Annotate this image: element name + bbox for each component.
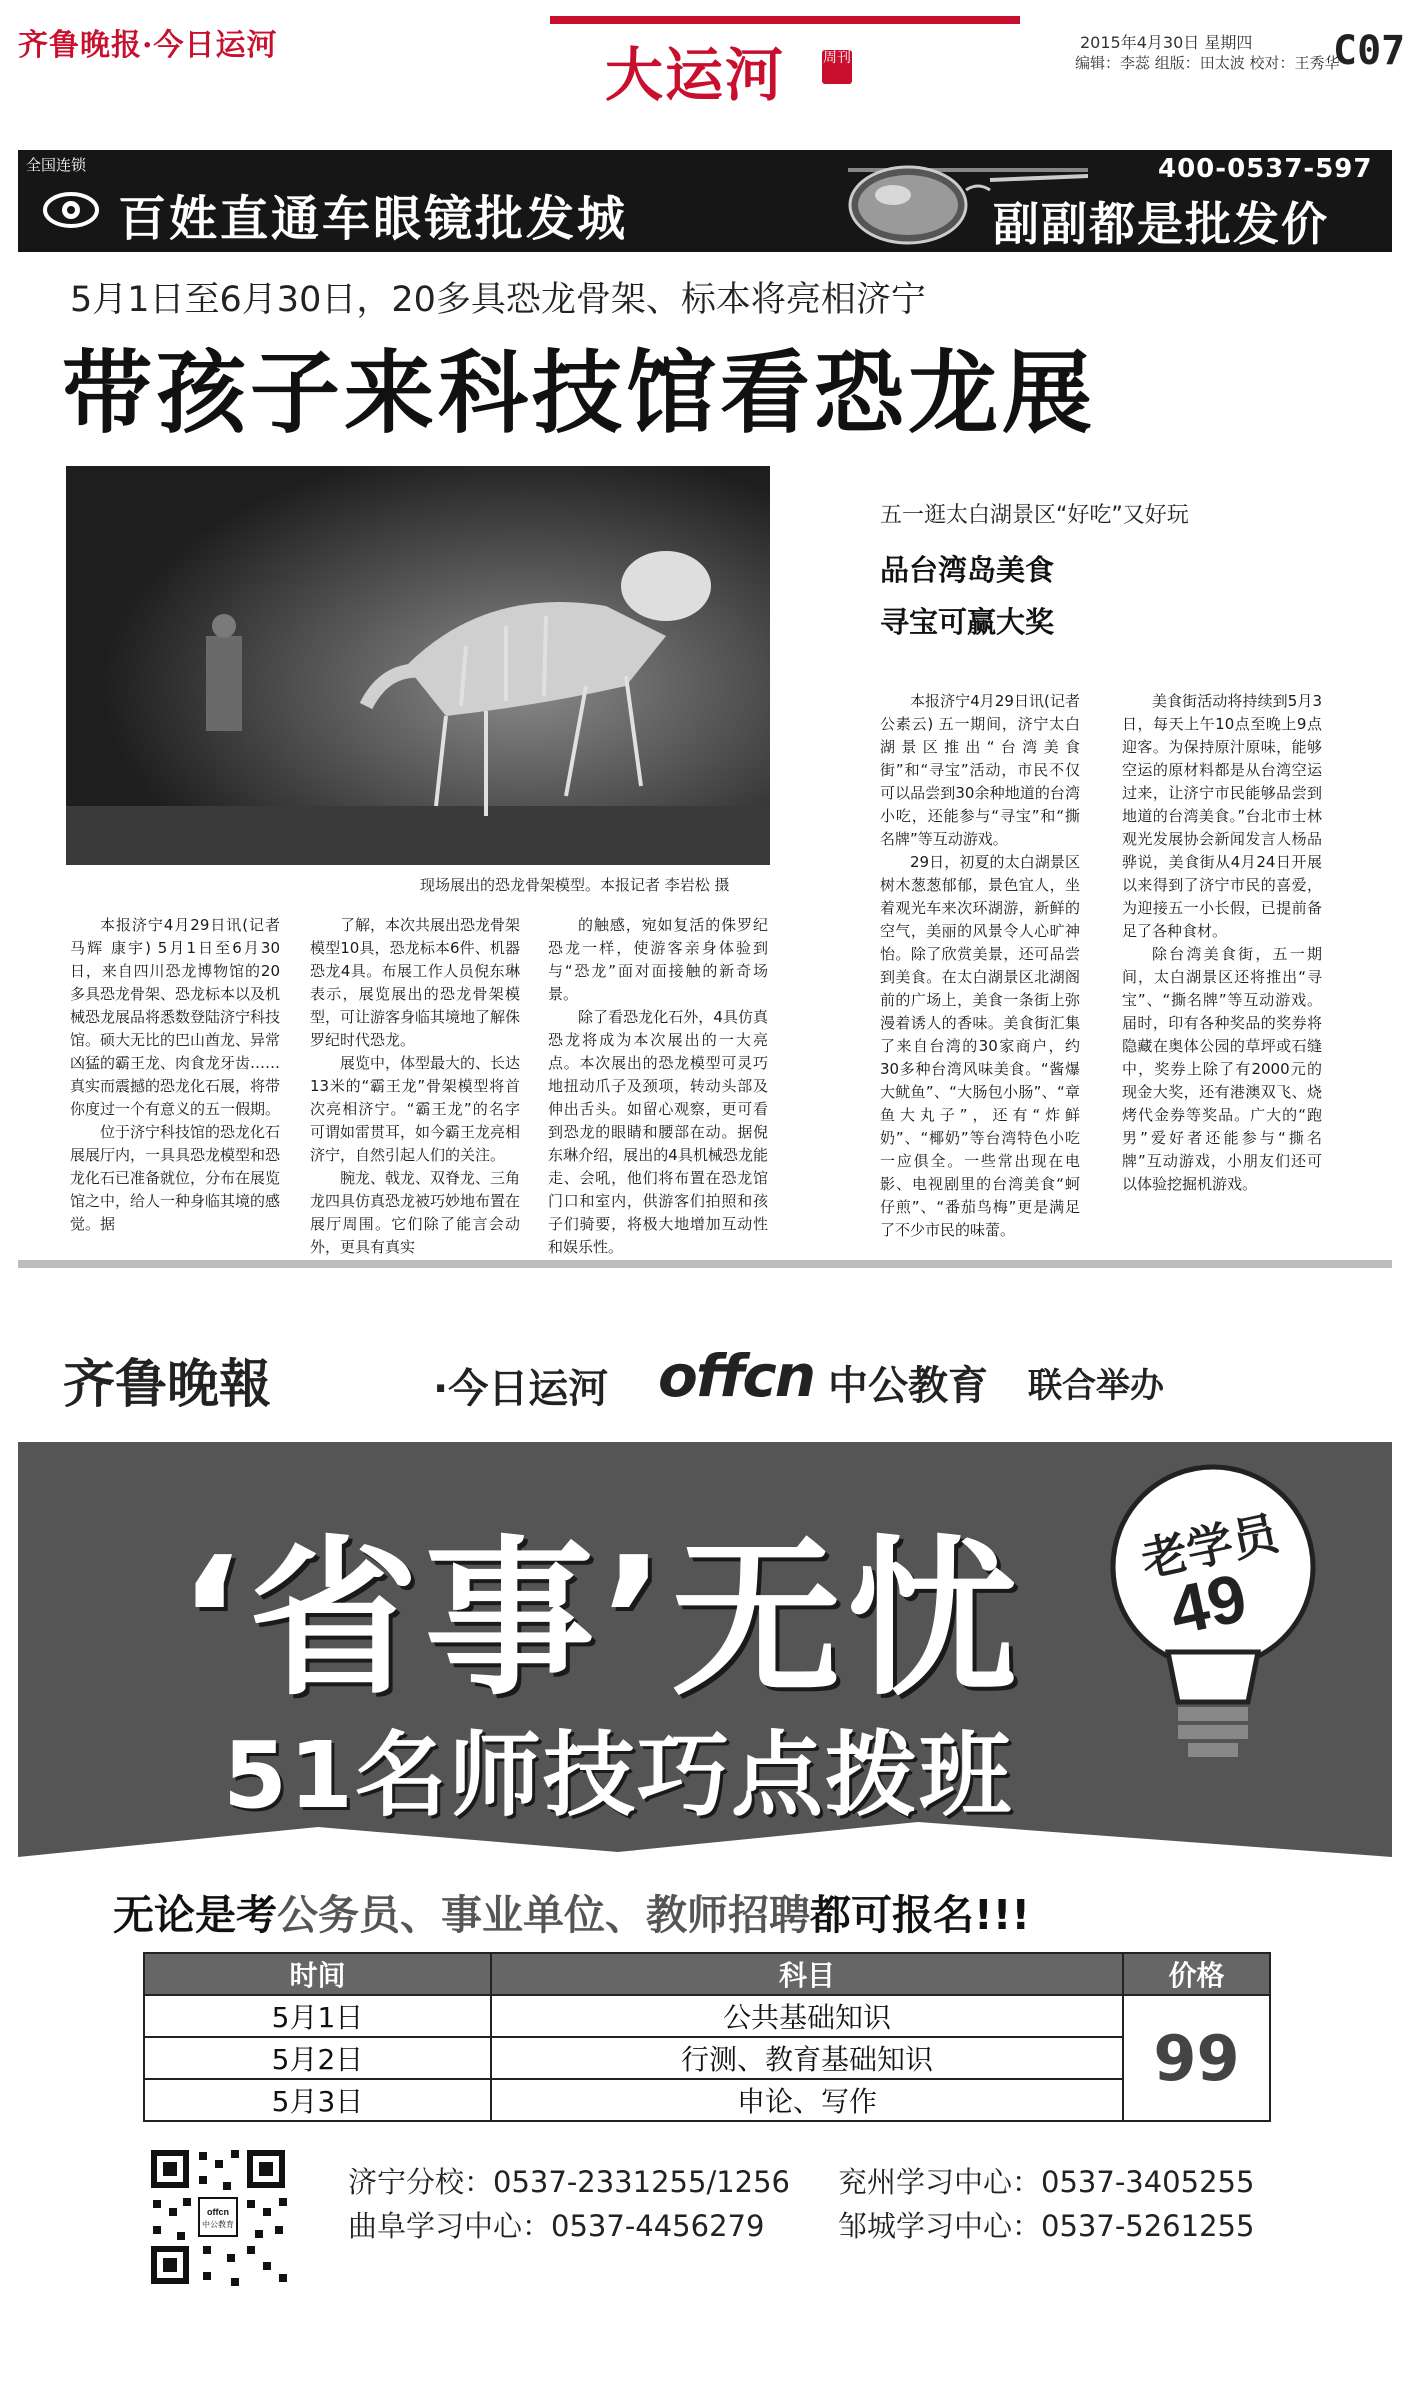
bulb-text-1: 老学员 bbox=[1136, 1506, 1283, 1587]
masthead-logo: 齐鲁晚报·今日运河 bbox=[18, 28, 278, 63]
article-column-3 bbox=[548, 914, 768, 1259]
schedule-header-row bbox=[144, 1953, 1270, 1995]
article-column-1 bbox=[70, 914, 280, 1236]
article-paragraph: 的触感，宛如复活的侏罗纪恐龙一样，使游客亲身体验到与“恐龙”面对面接触的新奇场景。 bbox=[548, 916, 768, 1003]
schedule-subject: 行测、教育基础知识 bbox=[491, 2037, 1123, 2079]
table-row bbox=[144, 1995, 1270, 2037]
sidebar-paragraph: 本报济宁4月29日讯(记者 公素云) 五一期间，济宁太白湖景区推出“台湾美食街”和“寻宝”活动，市民不仅可以品尝到30余种地道的台湾小吃，还能参与“寻宝”和“撕名牌”等互动游戏。 bbox=[880, 692, 1080, 848]
article-column-2 bbox=[310, 914, 520, 1259]
sidebar-paragraph: 除台湾美食街，五一期间，太白湖景区还将推出“寻宝”、“撕名牌”等互动游戏。届时，印有各种奖品的奖券将隐藏在奥体公园的草坪或石缝中，奖券上除了有2000元的现金大奖，还有港澳双飞、烧烤代金券等奖品。广大的“跑男”爱好者还能参与“撕名牌”互动游戏，小朋友们还可以体验挖掘机游戏。 bbox=[1122, 945, 1322, 1193]
call-suffix: 都可报名!!! bbox=[810, 1891, 1031, 1939]
article-paragraph: 本报济宁4月29日讯(记者 马辉 康宇) 5月1日至6月30日，来自四川恐龙博物馆的20多具恐龙骨架、恐龙标本以及机械恐龙展品将悉数登陆济宁科技馆。硕大无比的巴山酋龙、异常凶猛的霸王龙、肉食龙牙齿……真实而震撼的恐龙化石展，将带你度过一个有意义的五一假期。 bbox=[70, 916, 281, 1118]
ad-chain-label: 全国连锁 bbox=[26, 156, 87, 174]
bulb-text-2: 49 bbox=[1163, 1559, 1254, 1650]
article-paragraph: 了解，本次共展出恐龙骨架模型10具，恐龙标本6件、机器恐龙4具。布展工作人员倪东琳表示，展览展出的恐龙骨架模型，可让游客身临其境地了解侏罗纪时代恐龙。 bbox=[310, 916, 521, 1049]
page-number: C07 bbox=[1333, 28, 1406, 74]
schedule-subject: 申论、写作 bbox=[491, 2079, 1123, 2121]
svg-text:中公教育: 中公教育 bbox=[202, 2220, 234, 2229]
col-header-subject: 科目 bbox=[491, 1953, 1123, 1995]
sidebar-title-2: 寻宝可赢大奖 bbox=[880, 605, 1055, 639]
contact-jining bbox=[348, 2160, 790, 2201]
staff-credits: 编辑：李蕊 组版：田太波 校对：王秀华 bbox=[1075, 54, 1340, 72]
call-highlight: 公务员、事业单位、教师招聘 bbox=[277, 1891, 810, 1939]
contact-zoucheng bbox=[838, 2204, 1254, 2245]
ad-slogan: 副副都是批发价 bbox=[993, 197, 1329, 251]
ad-class-name: 51名师技巧点拨班 bbox=[223, 1722, 1014, 1829]
col-header-price: 价格 bbox=[1123, 1953, 1270, 1995]
article-paragraph: 展览中，体型最大的、长达13米的“霸王龙”骨架模型将首次亮相济宁。“霸王龙”的名字可谓如雷贯耳，如今霸王龙亮相济宁，自然引起人们的关注。 bbox=[310, 1054, 521, 1164]
article-paragraph: 除了看恐龙化石外，4具仿真恐龙将成为本次展出的一大亮点。本次展出的恐龙模型可灵巧地扭动爪子及颈项，转动头部及伸出舌头。如留心观察，更可看到恐龙的眼睛和腰部在动。据倪东琳介绍，展出的4具机械恐龙能走、会吼，他们将布置在恐龙馆门口和室内，供游客们拍照和孩子们骑要，将极大地增加互动性和娱乐性。 bbox=[548, 1008, 768, 1256]
today-canal-label: ·今日运河 bbox=[433, 1366, 609, 1412]
contact-name: 曲阜学习中心： bbox=[348, 2209, 552, 2243]
table-row bbox=[144, 2037, 1270, 2079]
schedule-date: 5月3日 bbox=[144, 2079, 491, 2121]
contact-yanzhou bbox=[838, 2160, 1254, 2201]
col-header-time: 时间 bbox=[144, 1953, 491, 1995]
contact-name: 济宁分校： bbox=[348, 2165, 494, 2199]
contact-phone: 0537-3405255 bbox=[1041, 2165, 1255, 2199]
joint-host-label: 联合举办 bbox=[1028, 1366, 1164, 1406]
schedule-date: 5月2日 bbox=[144, 2037, 491, 2079]
qilu-evening-news-logo: 齐鲁晚報 bbox=[63, 1354, 272, 1415]
contact-qufu bbox=[348, 2204, 764, 2245]
ad-store-name: 百姓直通车眼镜批发城 bbox=[118, 191, 629, 247]
price-value: 99 bbox=[1123, 1995, 1270, 2121]
sidebar-paragraph: 29日，初夏的太白湖景区树木葱葱郁郁，景色宜人，坐着观光车来次环湖游，新鲜的空气，美丽的风景令人心旷神怡。除了欣赏美景，还可品尝到美食。在太白湖景区北湖阁前的广场上，美食一条街上弥漫着诱人的香味。美食街汇集了来自台湾的30家商户，约30多种台湾风味美食。“酱爆大鱿鱼”、“大肠包小肠”、“章鱼大丸子”，还有“炸鲜奶”、“椰奶”等台湾特色小吃一应俱全。一些常出现在电影、电视剧里的台湾美食“蚵仔煎”、“番茄鸟梅”更是满足了不少市民的味蕾。 bbox=[880, 853, 1080, 1239]
education-ad[interactable] bbox=[18, 1292, 1392, 2380]
section-title: 大运河 bbox=[605, 41, 786, 109]
header-red-bar bbox=[550, 16, 1020, 24]
eye-logo-icon bbox=[43, 182, 99, 238]
sidebar-title-1: 品台湾岛美食 bbox=[880, 553, 1055, 587]
contact-phone: 0537-4456279 bbox=[551, 2209, 765, 2243]
weekly-tag: 周刊 bbox=[822, 50, 852, 84]
call-prefix: 无论是考 bbox=[113, 1891, 277, 1939]
dinosaur-skeleton-photo bbox=[66, 466, 770, 865]
offcn-brand-name: 中公教育 bbox=[828, 1363, 988, 1409]
article-paragraph: 腕龙、戟龙、双脊龙、三角龙四具仿真恐龙被巧妙地布置在展厅周围。它们除了能言会动外，更具有真实 bbox=[310, 1169, 521, 1256]
svg-text:offcn: offcn bbox=[207, 2207, 229, 2217]
sidebar-column-2 bbox=[1122, 690, 1322, 1196]
contact-name: 兖州学习中心： bbox=[838, 2165, 1042, 2199]
contact-phone: 0537-2331255/1256 bbox=[493, 2165, 791, 2199]
offcn-logo: offcn bbox=[658, 1342, 814, 1410]
glasses-ad-banner[interactable] bbox=[18, 150, 1392, 252]
sidebar-kicker: 五一逛太白湖景区“好吃”又好玩 bbox=[880, 503, 1189, 528]
schedule-table bbox=[143, 1952, 1271, 2122]
photo-caption: 现场展出的恐龙骨架模型。本报记者 李岩松 摄 bbox=[420, 876, 730, 894]
sidebar-paragraph: 美食街活动将持续到5月3日，每天上午10点至晚上9点迎客。为保持原汁原味，能够空运的原材料都是从台湾空运过来，让济宁市民能够品尝到地道的台湾美食。”台北市士林观光发展协会新闻发言人杨品骅说，美食街从4月24日开展以来得到了济宁市民的喜爱，为迎接五一小长假，已提前备足了各种食材。 bbox=[1122, 692, 1322, 940]
contact-name: 邹城学习中心： bbox=[838, 2209, 1042, 2243]
light-bulb-icon bbox=[1098, 1452, 1328, 1792]
table-row bbox=[144, 2079, 1270, 2121]
ad-phone: 400-0537-597 bbox=[1158, 154, 1373, 184]
qr-code-icon[interactable] bbox=[143, 2142, 293, 2292]
section-divider bbox=[18, 1260, 1392, 1268]
article-paragraph: 位于济宁科技馆的恐龙化石展展厅内，一具具恐龙模型和恐龙化石已准备就位，分布在展览馆之中，给人一种身临其境的感觉。据 bbox=[70, 1123, 281, 1233]
ad-big-slogan: ‘省事’无忧 bbox=[178, 1521, 1024, 1719]
article-headline: 带孩子来科技馆看恐龙展 bbox=[62, 341, 1096, 446]
ad-mountain-divider bbox=[18, 1817, 1392, 1877]
contact-phone: 0537-5261255 bbox=[1041, 2209, 1255, 2243]
sidebar-column-1 bbox=[880, 690, 1080, 1242]
ad-call-to-action bbox=[113, 1882, 1030, 1941]
issue-date: 2015年4月30日 星期四 bbox=[1080, 33, 1253, 52]
schedule-subject: 公共基础知识 bbox=[491, 1995, 1123, 2037]
article-subhead: 5月1日至6月30日，20多具恐龙骨架、标本将亮相济宁 bbox=[70, 280, 926, 320]
schedule-date: 5月1日 bbox=[144, 1995, 491, 2037]
